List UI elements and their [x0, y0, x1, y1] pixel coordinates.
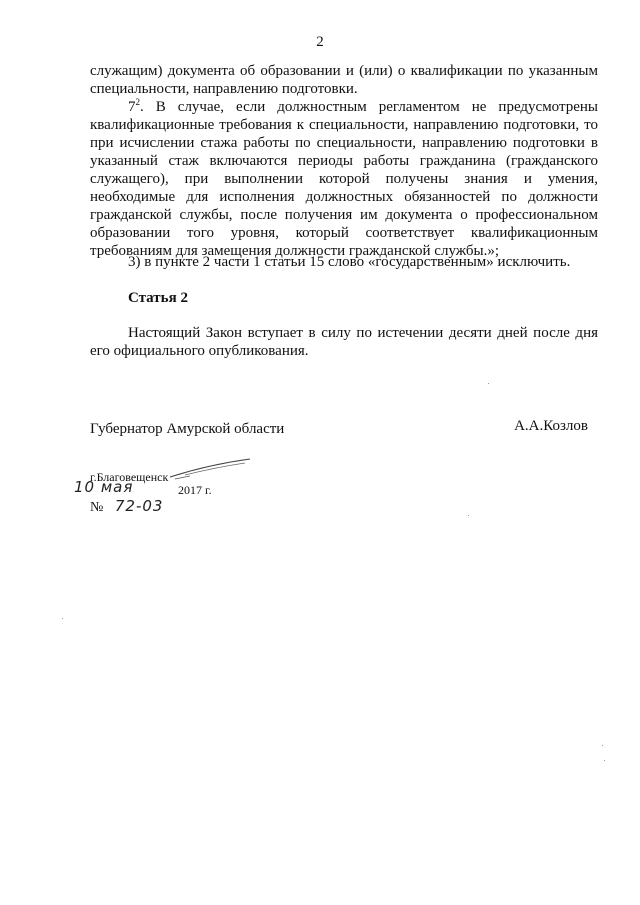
- signatory-name: А.А.Козлов: [514, 418, 588, 434]
- paragraph-7-2: [90, 98, 598, 260]
- date-year: 2017 г.: [178, 483, 212, 497]
- paragraph-3-text: 3) в пункте 2 части 1 статьи 15 слово «государственным» исключить.: [128, 254, 571, 270]
- article-body: [90, 324, 598, 360]
- scan-speck: [604, 760, 605, 761]
- page-number: 2: [316, 34, 324, 50]
- scan-speck: [488, 383, 489, 384]
- paragraph-continuation: [90, 62, 598, 98]
- article-text: Настоящий Закон вступает в силу по истечении десяти дней после дня его официального опубликования.: [90, 325, 598, 359]
- number-sign: №: [90, 500, 104, 515]
- paragraph-2-text: . В случае, если должностным регламентом не предусмотрены квалификационные требования к специальности, направлению подготовки, то при исчислении стажа работы по специальности, направлению подготовки в указанный стаж включаются периоды работы гражданина (гражданского служащего), при выполнении которой получены знания и умения, необходимые для исполнения должностных обязанностей по должности гражданской службы, после получения им документа о профессиональном образовании того уровня, который соответствует квалификационным требованиям для замещения должности гражданской службы.»;: [90, 99, 598, 259]
- handwritten-date: 10 мая: [74, 478, 134, 496]
- paragraph-3: [90, 253, 598, 271]
- signatory-title: Губернатор Амурской области: [90, 421, 285, 437]
- handwritten-number: 72-03: [114, 497, 164, 515]
- scan-speck: [468, 515, 469, 516]
- paragraph-number-superscript: 2: [135, 97, 140, 107]
- paragraph-1: служащим) документа об образовании и (или) о квалификации по указанным специальности, направлению подготовки.: [90, 63, 598, 97]
- law-number: [90, 497, 163, 516]
- scan-speck: [62, 618, 63, 619]
- place-of-signing: г.Благовещенск: [90, 470, 169, 484]
- paragraph-number: 7: [128, 99, 136, 115]
- scan-speck: [602, 745, 603, 746]
- article-heading: Статья 2: [128, 290, 188, 306]
